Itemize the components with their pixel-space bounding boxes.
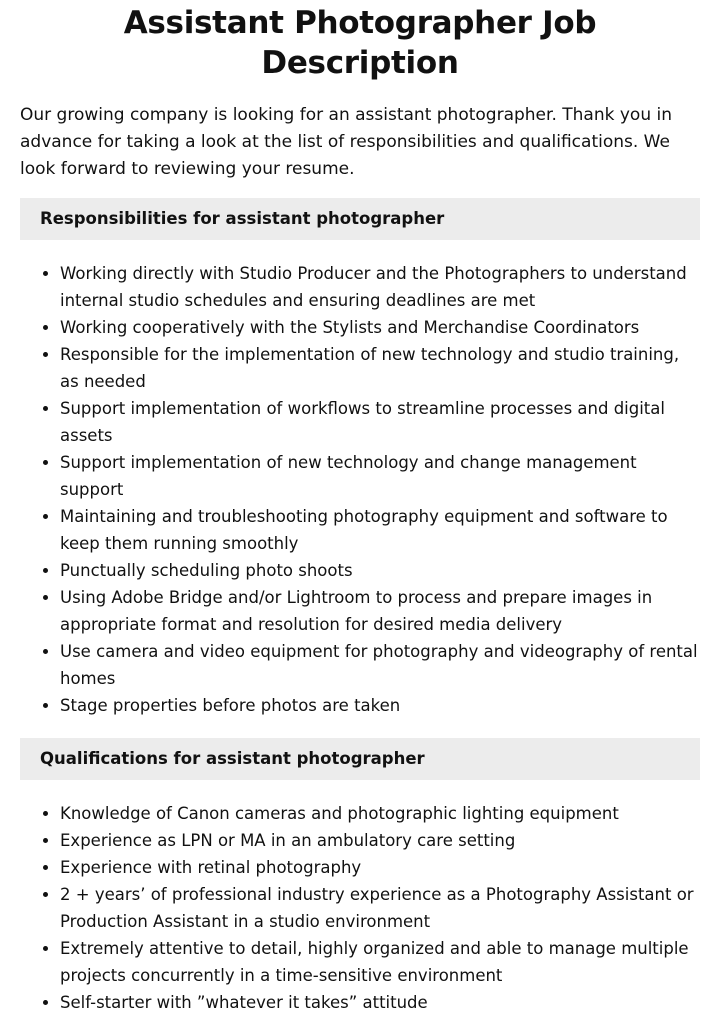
intro-paragraph: Our growing company is looking for an assistant photographer. Thank you in advance for taking a look at the list of responsibilities and qualifications. We look forward to reviewing your resume.	[20, 105, 672, 179]
list-item: • Support implementation of workflows to streamline processes and digital assets	[60, 395, 700, 449]
list-item: • Extremely attentive to detail, highly organized and able to manage multiple projects concurrently in a time-sensitive environment	[60, 935, 700, 989]
list-item: • Using Adobe Bridge and/or Lightroom to process and prepare images in appropriate format and resolution for desired media delivery	[60, 584, 700, 638]
list-item: • Use camera and video equipment for photography and videography of rental homes	[60, 638, 700, 692]
list-item: • Responsible for the implementation of new technology and studio training, as needed	[60, 341, 700, 395]
responsibilities-list	[20, 260, 700, 719]
list-item: • Experience as LPN or MA in an ambulatory care setting	[60, 827, 700, 854]
list-item: • Working directly with Studio Producer and the Photographers to understand internal studio schedules and ensuring deadlines are met	[60, 260, 700, 314]
list-item: • Punctually scheduling photo shoots	[60, 557, 700, 584]
qualifications-heading: Qualifications for assistant photographer	[20, 738, 700, 780]
list-item: • Maintaining and troubleshooting photography equipment and software to keep them running smoothly	[60, 503, 700, 557]
qualifications-list	[20, 800, 700, 1016]
responsibilities-heading: Responsibilities for assistant photographer	[20, 198, 700, 240]
page-title: Assistant Photographer Job Description	[123, 5, 597, 81]
list-item: • Knowledge of Canon cameras and photographic lighting equipment	[60, 800, 700, 827]
list-item: • Experience with retinal photography	[60, 854, 700, 881]
list-item: • 2 + years’ of professional industry experience as a Photography Assistant or Production Assistant in a studio environment	[60, 881, 700, 935]
list-item: • Working cooperatively with the Stylists and Merchandise Coordinators	[60, 314, 700, 341]
list-item: • Stage properties before photos are taken	[60, 692, 700, 719]
list-item: • Self-starter with ”whatever it takes” attitude	[60, 989, 700, 1016]
list-item: • Support implementation of new technology and change management support	[60, 449, 700, 503]
